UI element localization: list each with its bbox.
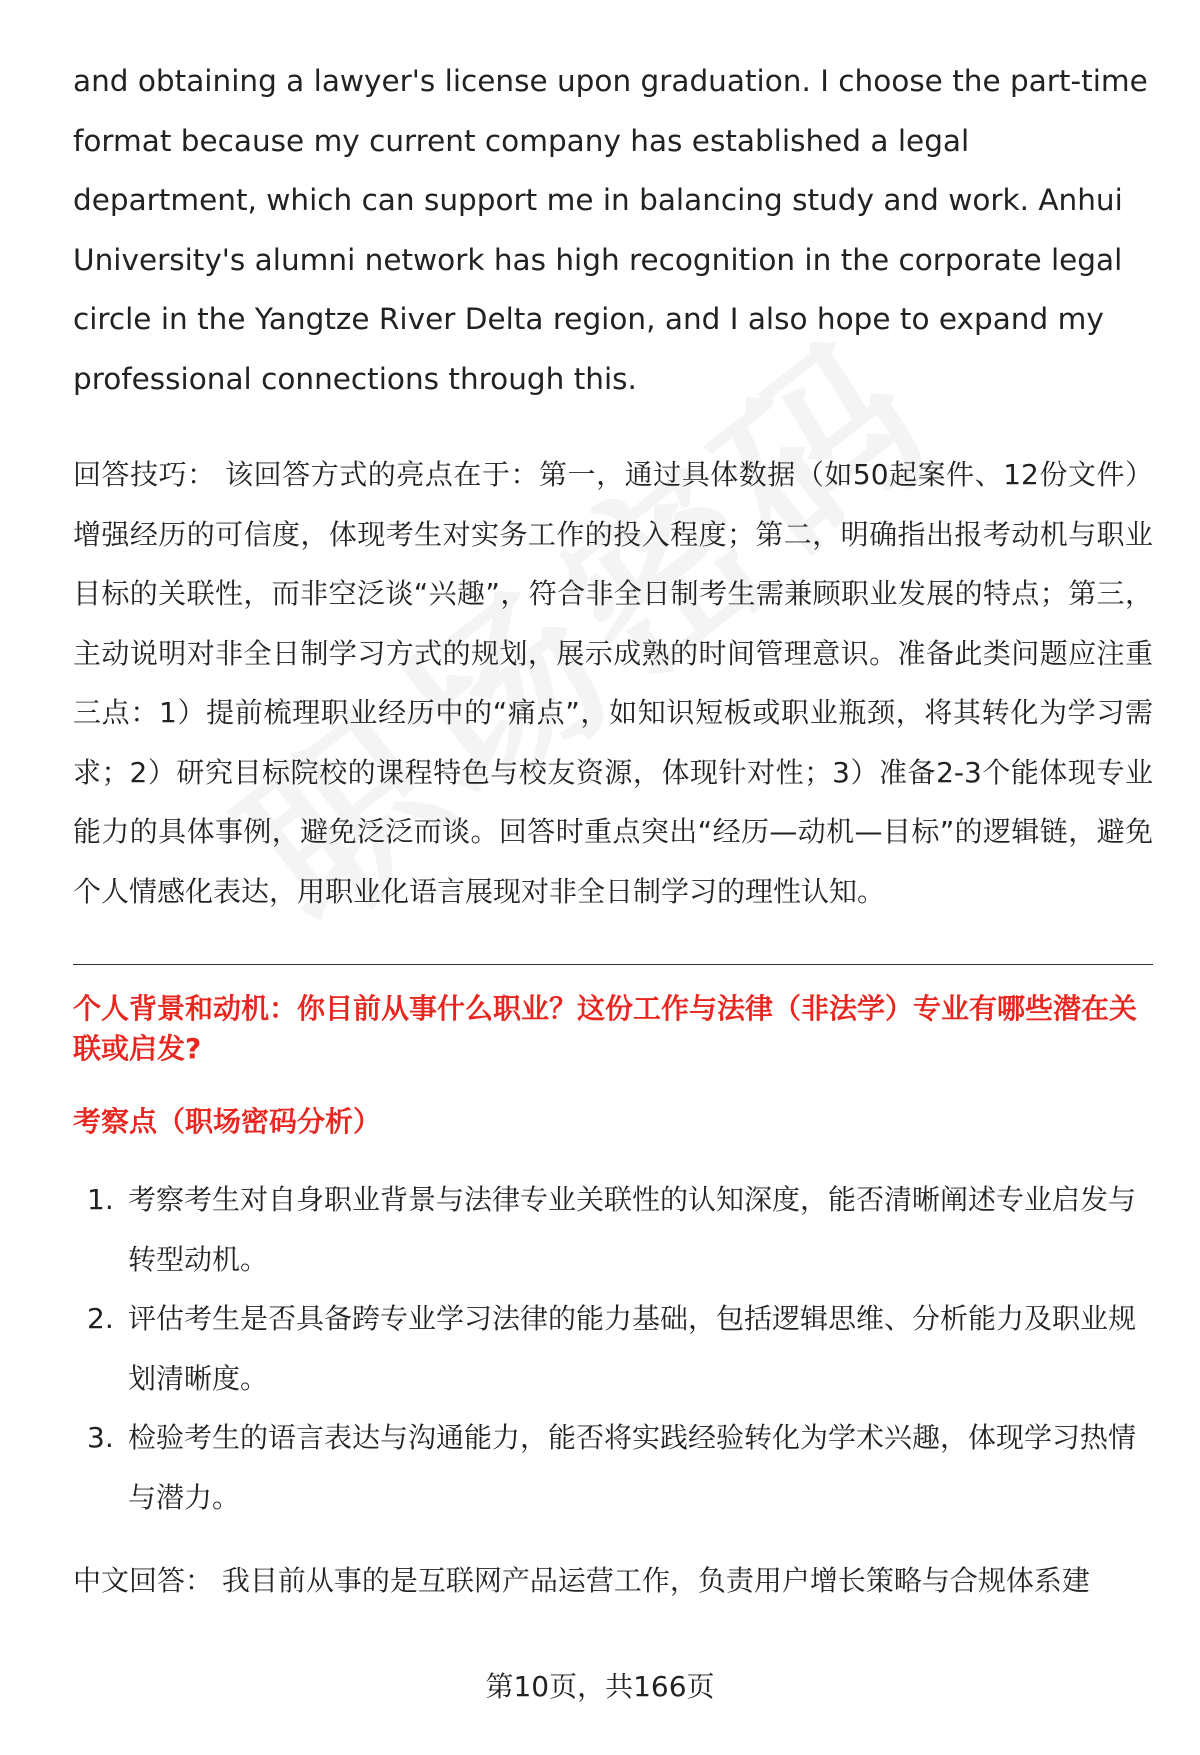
english-answer-paragraph: and obtaining a lawyer's license upon graduation. I choose the part-time format because my current company has established a legal department, which can support me in balancing study and work. Anhui University's alumni network has high recognition in the corporate legal circle in the Yangtze River Delta region, and I also hope to expand my professional connections through this.: [73, 64, 1148, 396]
list-item-text: 评估考生是否具备跨专业学习法律的能力基础，包括逻辑思维、分析能力及职业规划清晰度。: [128, 1302, 1137, 1395]
list-item: [73, 1289, 1153, 1408]
question-heading: 个人背景和动机：你目前从事什么职业？这份工作与法律（非法学）专业有哪些潜在关联或启发?: [73, 992, 1138, 1065]
tips-text: 该回答方式的亮点在于：第一，通过具体数据（如50起案件、12份文件）增强经历的可信度，体现考生对实务工作的投入程度；第二，明确指出报考动机与职业目标的关联性，而非空泛谈“兴趣”，符合非全日制考生需兼顾职业发展的特点；第三，主动说明对非全日制学习方式的规划，展示成熟的时间管理意识。准备此类问题应注重三点：1）提前梳理职业经历中的“痛点”，如知识短板或职业瓶颈，将其转化为学习需求；2）研究目标院校的课程特色与校友资源，体现针对性；3）准备2-3个能体现专业能力的具体事例，避免泛泛而谈。回答时重点突出“经历—动机—目标”的逻辑链，避免个人情感化表达，用职业化语言展现对非全日制学习的理性认知。: [73, 458, 1153, 908]
answer-label: 中文回答：: [73, 1564, 214, 1597]
list-item-number: 1.: [87, 1183, 114, 1216]
answer-tips-paragraph: [73, 445, 1153, 921]
tips-label: 回答技巧：: [73, 458, 216, 491]
page-number: 第10页，共166页: [485, 1670, 715, 1703]
list-item-number: 2.: [87, 1302, 114, 1335]
list-item: [73, 1170, 1153, 1289]
list-item-text: 考察考生对自身职业背景与法律专业关联性的认知深度，能否清晰阐述专业启发与转型动机。: [128, 1183, 1137, 1276]
page-content: [73, 50, 1153, 1611]
list-item-number: 3.: [87, 1421, 114, 1454]
assessment-points-title: 考察点（职场密码分析）: [73, 1105, 382, 1138]
list-item-text: 检验考生的语言表达与沟通能力，能否将实践经验转化为学术兴趣，体现学习热情与潜力。: [128, 1421, 1137, 1514]
answer-text: 我目前从事的是互联网产品运营工作，负责用户增长策略与合规体系建: [221, 1564, 1090, 1597]
chinese-answer-paragraph: [73, 1551, 1153, 1611]
section-divider: [73, 964, 1153, 965]
assessment-points-list: [73, 1170, 1153, 1527]
list-item: [73, 1408, 1153, 1527]
